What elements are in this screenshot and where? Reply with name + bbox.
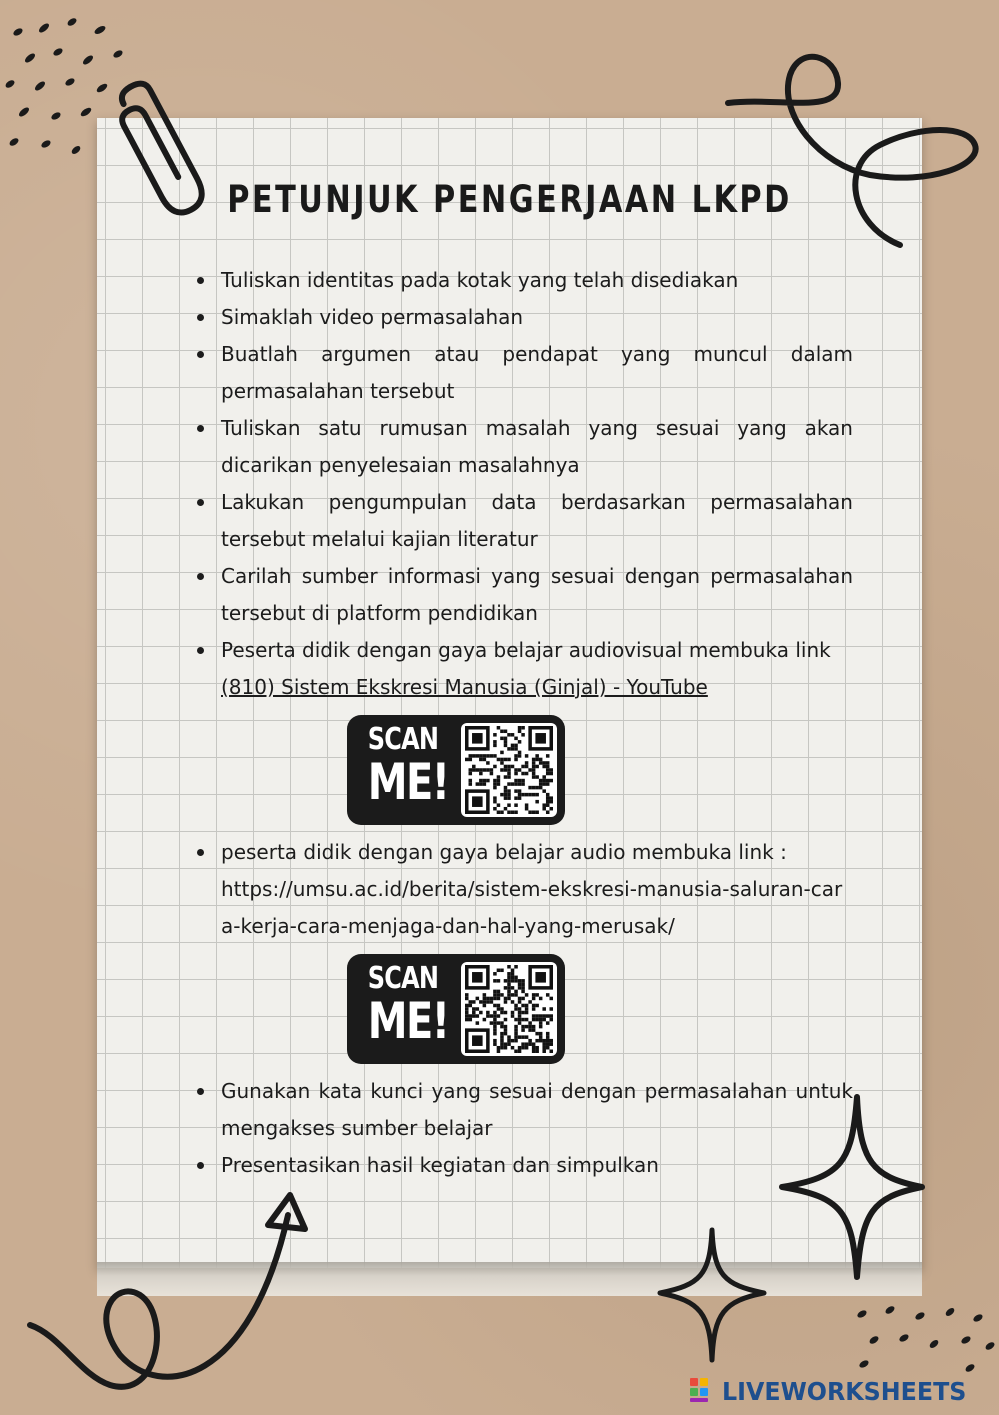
qr-code-icon [461,723,557,817]
sparkle-star-small-icon [652,1225,772,1365]
list-item: Buatlah argumen atau pendapat yang muncul dalam permasalahan tersebut [221,336,853,410]
list-item: Presentasikan hasil kegiatan dan simpulkan [221,1147,853,1184]
list-item: Tuliskan identitas pada kotak yang telah disediakan [221,262,853,299]
brand-name: LIVEWORKSHEETS [722,1376,967,1406]
arrow-doodle-bottom-left [20,1185,320,1415]
me-label: ME! [367,753,449,811]
ink-dots-bottom-right [850,1300,999,1380]
me-label: ME! [367,992,449,1050]
instruction-list [221,262,853,1184]
list-item-audio [221,834,853,945]
list-item: Carilah sumber informasi yang sesuai dengan permasalahan tersebut di platform pendidikan [221,558,853,632]
list-item: Simaklah video permasalahan [221,299,853,336]
scan-me-badge[interactable] [347,715,565,825]
liveworksheets-logo[interactable] [690,1376,979,1406]
scan-me-badge[interactable] [347,954,565,1064]
scan-label: SCAN [367,961,439,996]
scan-label: SCAN [367,722,439,757]
list-item: Lakukan pengumpulan data berdasarkan permasalahan tersebut melalui kajian literatur [221,484,853,558]
list-item: Tuliskan satu rumusan masalah yang sesuai yang akan dicarikan penyelesaian masalahnya [221,410,853,484]
scan-me-label [359,722,449,811]
logo-blocks-icon [690,1378,718,1404]
qr-code-icon [461,962,557,1056]
list-item: Gunakan kata kunci yang sesuai dengan permasalahan untuk mengakses sumber belajar [221,1073,853,1147]
loop-doodle-top-right [720,35,999,265]
youtube-link[interactable]: (810) Sistem Ekskresi Manusia (Ginjal) - YouTube [221,675,708,699]
list-item-text: Peserta didik dengan gaya belajar audiovisual membuka link [221,638,831,662]
scan-me-label [359,961,449,1050]
audio-link-url[interactable]: https://umsu.ac.id/berita/sistem-ekskresi-manusia-saluran-cara-kerja-cara-menjaga-dan-hal-yang-merusak/ [221,877,843,938]
page-title: PETUNJUK PENGERJAAN LKPD [227,178,792,221]
list-item-audiovisual [221,632,853,706]
list-item-text: peserta didik dengan gaya belajar audio membuka link : [221,840,787,864]
